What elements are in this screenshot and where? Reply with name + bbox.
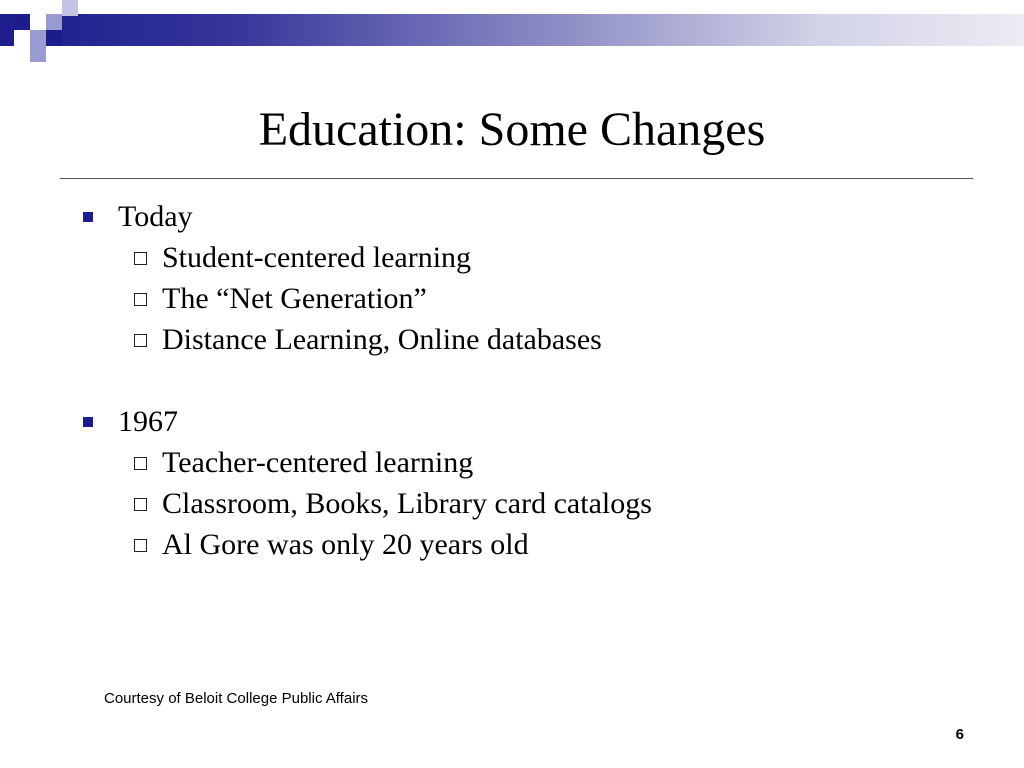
decor-square [46,30,62,46]
bullet-square-icon [83,417,93,427]
hollow-square-bullet-icon [134,498,147,511]
list-item: The “Net Generation” [162,282,427,315]
decor-square [30,46,46,62]
decor-square [30,14,46,30]
bullet-square-icon [83,212,93,222]
decor-square [14,30,30,46]
decor-square [62,0,78,16]
decor-square [46,14,62,30]
slide-title: Education: Some Changes [258,103,766,156]
decor-square [30,30,46,46]
list-item: Distance Learning, Online databases [162,323,602,356]
hollow-square-bullet-icon [134,334,147,347]
decor-square [14,14,30,30]
header-gradient-bar [0,14,1024,46]
title-divider [60,178,973,179]
list-item: Classroom, Books, Library card catalogs [162,487,652,520]
bullet-heading-today: Today [118,200,193,233]
hollow-square-bullet-icon [134,539,147,552]
hollow-square-bullet-icon [134,457,147,470]
hollow-square-bullet-icon [134,293,147,306]
footer-credit: Courtesy of Beloit College Public Affairs [104,690,369,707]
list-item: Student-centered learning [162,241,472,274]
slide-number: 6 [955,726,964,743]
list-item: Al Gore was only 20 years old [162,528,529,561]
list-item: Teacher-centered learning [162,446,474,479]
hollow-square-bullet-icon [134,252,147,265]
bullet-heading-1967: 1967 [118,405,178,438]
